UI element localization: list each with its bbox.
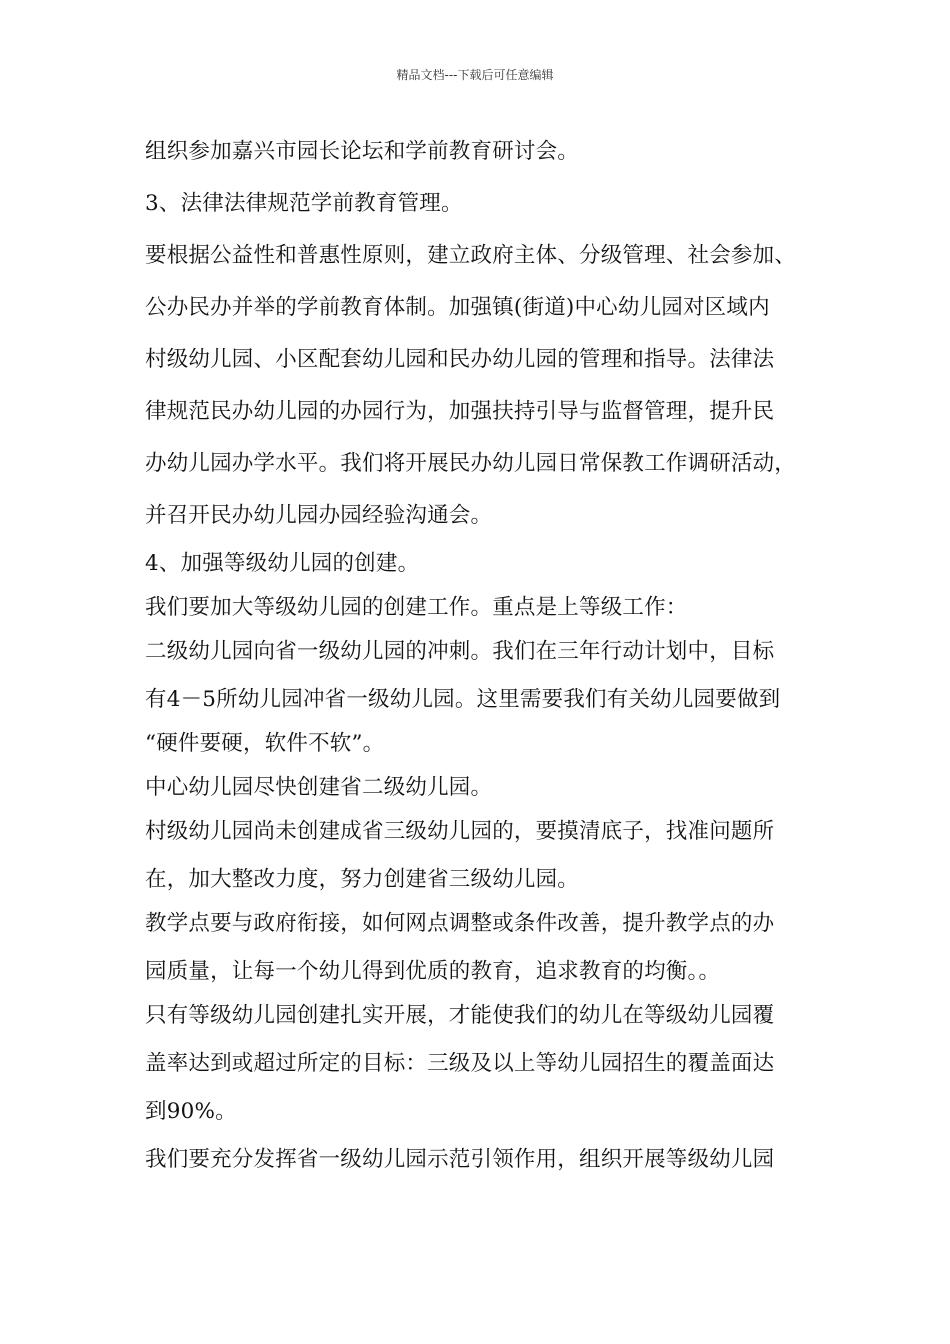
text-line: 并召开民办幼儿园办园经验沟通会。	[145, 503, 493, 528]
text-line: 村级幼儿园尚未创建成省三级幼儿园的，要摸清底子，找准问题所	[145, 819, 775, 844]
text-line: 要根据公益性和普惠性原则，建立政府主体、分级管理、社会参加、	[145, 243, 797, 268]
text-line: 二级幼儿园向省一级幼儿园的冲刺。我们在三年行动计划中，目标	[145, 639, 775, 664]
text-line: 律规范民办幼儿园的办园行为，加强扶持引导与监督管理，提升民	[145, 399, 775, 424]
text-line: 办幼儿园办学水平。我们将开展民办幼儿园日常保教工作调研活动，	[145, 451, 797, 476]
section-heading: 3、法律法律规范学前教育管理。	[145, 191, 463, 216]
text-line: 教学点要与政府衔接，如何网点调整或条件改善，提升教学点的办	[145, 911, 775, 936]
text-line: 只有等级幼儿园创建扎实开展，才能使我们的幼儿在等级幼儿园覆	[145, 1003, 775, 1028]
text-line: 有4－5所幼儿园冲省一级幼儿园。这里需要我们有关幼儿园要做到	[145, 687, 781, 712]
text-line: 园质量，让每一个幼儿得到优质的教育，追求教育的均衡。。	[145, 959, 721, 984]
text-line: 组织参加嘉兴市园长论坛和学前教育研讨会。	[145, 139, 580, 164]
text-line: 村级幼儿园、小区配套幼儿园和民办幼儿园的管理和指导。法律法	[145, 347, 775, 372]
document-body	[145, 132, 835, 1180]
text-line: 到90%。	[145, 1099, 237, 1124]
text-line: 在，加大整改力度，努力创建省三级幼儿园。	[145, 867, 580, 892]
text-line: 公办民办并举的学前教育体制。加强镇(街道)中心幼儿园对区域内	[145, 295, 770, 320]
text-line: “硬件要硬，软件不软”。	[145, 731, 385, 756]
text-line: 中心幼儿园尽快创建省二级幼儿园。	[145, 775, 493, 800]
section-heading: 4、加强等级幼儿园的创建。	[145, 551, 420, 576]
text-line: 我们要充分发挥省一级幼儿园示范引领作用，组织开展等级幼儿园	[145, 1147, 775, 1172]
text-line: 盖率达到或超过所定的目标：三级及以上等幼儿园招生的覆盖面达	[145, 1051, 775, 1076]
page-header: 精品文档---下载后可任意编辑	[396, 68, 554, 82]
text-line: 我们要加大等级幼儿园的创建工作。重点是上等级工作：	[145, 595, 688, 620]
